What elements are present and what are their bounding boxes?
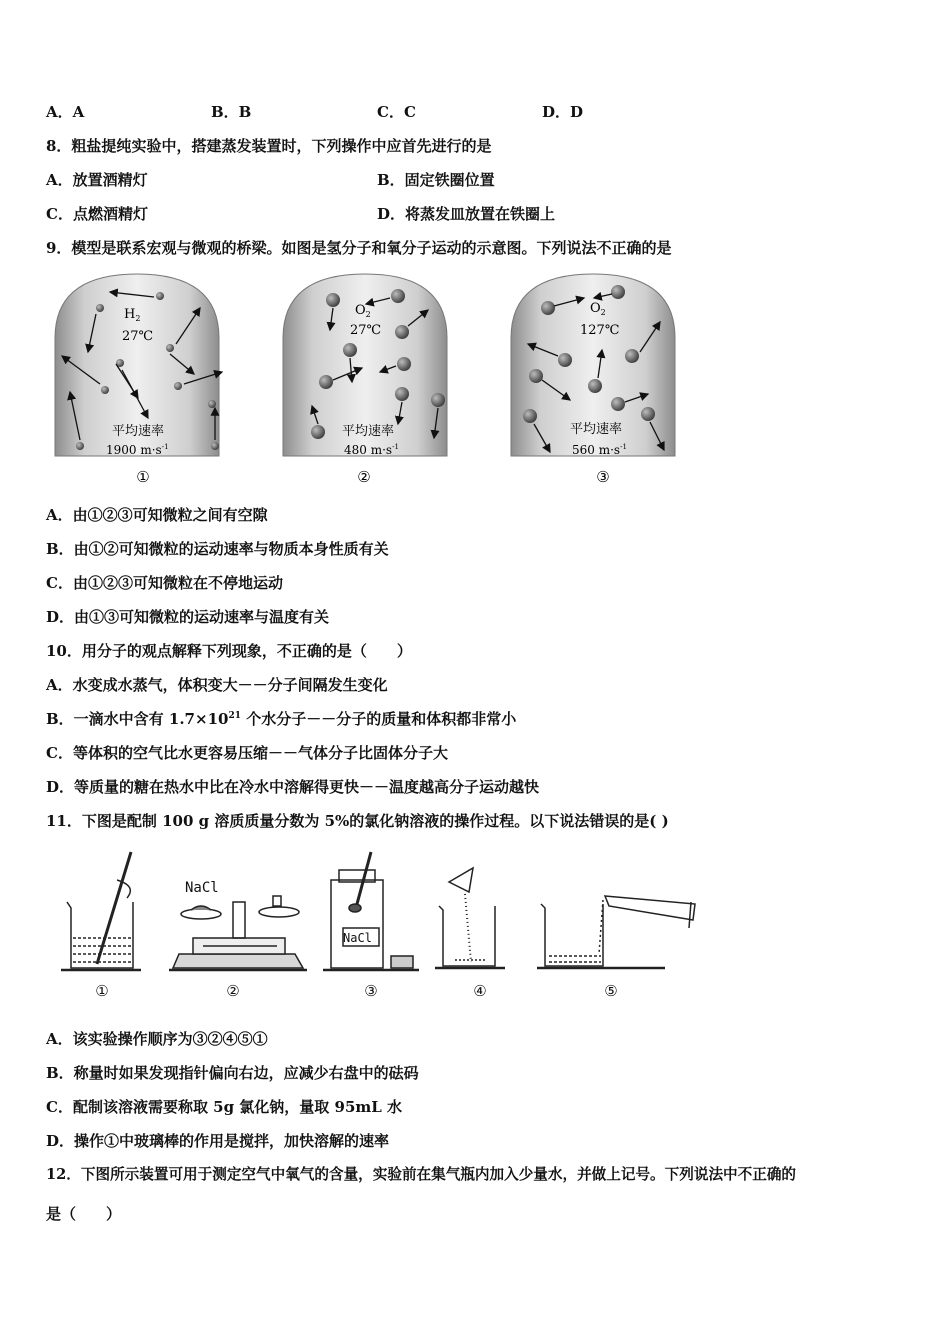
jar-3-speed-label: 平均速率 — [570, 422, 623, 437]
q7-option-c: C．C — [377, 103, 416, 121]
q8-option-b: B．固定铁圈位置 — [377, 171, 495, 189]
jar-2-oxygen — [283, 274, 447, 486]
q12-stem-line-2: 是（ ） — [46, 1205, 122, 1223]
q8-option-d: D．将蒸发皿放置在铁圈上 — [377, 205, 556, 223]
q9-option-c: C．由①②③可知微粒在不停地运动 — [46, 574, 283, 592]
step-1-number: ① — [95, 982, 109, 1000]
q9-option-b: B．由①②可知微粒的运动速率与物质本身性质有关 — [46, 540, 389, 558]
q10-option-c: C．等体积的空气比水更容易压缩－－气体分子比固体分子大 — [46, 744, 448, 762]
jar-3-temperature: 127℃ — [580, 323, 620, 338]
jar-2-temperature: 27℃ — [350, 323, 382, 338]
q7-option-d: D．D — [542, 103, 584, 121]
step-2-number: ② — [226, 982, 240, 1000]
jar-2-formula: $O_2$ — [355, 303, 371, 319]
step-3-taking-salt — [323, 852, 419, 970]
nacl-label-balance: NaCl — [185, 880, 219, 896]
step-4-adding-salt — [435, 868, 505, 968]
q11-stem: 11．下图是配制 100 g 溶质质量分数为 5%的氯化钠溶液的操作过程。以下说法错误的是( ) — [46, 812, 669, 830]
jar-1-number: ① — [136, 468, 150, 486]
step-1-stirring — [61, 852, 141, 970]
q10-stem: 10．用分子的观点解释下列现象，不正确的是（ ） — [46, 642, 412, 660]
jar-1-formula: $H_2$ — [124, 307, 141, 323]
q11-option-c: C．配制该溶液需要称取 5g 氯化钠，量取 95mL 水 — [46, 1098, 403, 1116]
q8-option-c: C．点燃酒精灯 — [46, 205, 148, 223]
q9-stem: 9．模型是联系宏观与微观的桥梁。如图是氢分子和氧分子运动的示意图。下列说法不正确的是 — [46, 239, 672, 257]
q7-option-b: B．B — [211, 103, 252, 121]
q9-molecule-figure — [50, 268, 690, 490]
jar-1-hydrogen — [55, 274, 222, 486]
jar-1-temperature: 27℃ — [122, 329, 154, 344]
jar-3-speed: 560 $m\cdot s^{-1}$ — [572, 443, 627, 457]
q7-option-a: A．A — [46, 103, 85, 121]
nacl-label-bottle: NaCl — [343, 931, 372, 945]
q10-option-b: B．一滴水中含有 $1.7\times 10^{21}$ 个水分子－－分子的质量和体积都非常小 — [46, 710, 517, 728]
q9-option-d: D．由①③可知微粒的运动速率与温度有关 — [46, 608, 330, 626]
q11-solution-prep-figure — [55, 844, 705, 1004]
q12-stem-line-1: 12．下图所示装置可用于测定空气中氧气的含量，实验前在集气瓶内加入少量水，并做上记号。下列说法中不正确的 — [46, 1166, 797, 1183]
q8-option-a: A．放置酒精灯 — [46, 171, 148, 189]
jar-2-speed-label: 平均速率 — [342, 424, 395, 439]
jar-3-number: ③ — [596, 468, 610, 486]
q11-option-d: D．操作①中玻璃棒的作用是搅拌，加快溶解的速率 — [46, 1132, 390, 1150]
step-5-number: ⑤ — [604, 982, 618, 1000]
jar-1-speed: 1900 $m\cdot s^{-1}$ — [106, 443, 169, 457]
jar-2-number: ② — [357, 468, 371, 486]
q11-option-a: A．该实验操作顺序为③②④⑤① — [46, 1030, 268, 1048]
q8-stem: 8．粗盐提纯实验中，搭建蒸发装置时，下列操作中应首先进行的是 — [46, 137, 492, 155]
q11-option-b: B．称量时如果发现指针偏向右边，应减少右盘中的砝码 — [46, 1064, 419, 1082]
q9-option-a: A．由①②③可知微粒之间有空隙 — [46, 506, 268, 524]
step-2-weighing — [169, 896, 307, 970]
step-5-adding-water — [537, 896, 695, 968]
jar-3-formula: $O_2$ — [590, 301, 606, 317]
q10-option-d: D．等质量的糖在热水中比在冷水中溶解得更快－－温度越高分子运动越快 — [46, 778, 540, 796]
step-4-number: ④ — [473, 982, 487, 1000]
q10-option-a: A．水变成水蒸气，体积变大－－分子间隔发生变化 — [46, 676, 388, 694]
step-3-number: ③ — [364, 982, 378, 1000]
jar-1-speed-label: 平均速率 — [112, 424, 165, 439]
jar-2-speed: 480 $m\cdot s^{-1}$ — [344, 443, 399, 457]
jar-3-oxygen-hot — [511, 274, 675, 486]
